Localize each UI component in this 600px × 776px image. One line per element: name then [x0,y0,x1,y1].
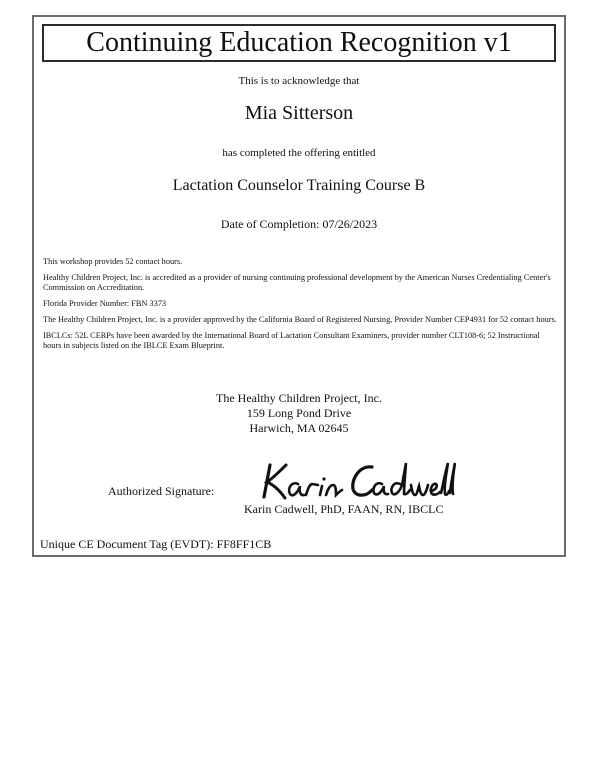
acknowledge-text: This is to acknowledge that [238,75,360,87]
completed-text: has completed the offering entitled [222,147,376,159]
provider-address [34,391,564,436]
handwritten-signature [256,457,456,503]
recipient-name: Mia Sitterson [244,102,354,124]
provider-street: 159 Long Pond Drive [246,406,352,420]
california-brn-statement: The Healthy Children Project, Inc. is a provider approved by the California Board of Registered Nursing, Provider Number CEP4931 for 52 contact hours. [43,315,557,324]
certificate-title: Continuing Education Recognition v1 [86,27,512,58]
certificate-frame [32,15,566,557]
iblce-cerps-statement: IBCLCs: 52L CERPs have been awarded by the International Board of Lactation Consultant Examiners, provider number CLT108-6; 52 Instructional hours in subjects listed on the IBLCE Exam Blueprint. [43,331,540,350]
signature-label: Authorized Signature: [108,484,215,498]
course-title: Lactation Counselor Training Course B [172,177,426,194]
contact-hours-statement: This workshop provides 52 contact hours. [43,257,183,266]
ancc-accreditation-statement: Healthy Children Project, Inc. is accredited as a provider of nursing continuing professional development by the American Nurses Credentialing Center's Commission on Accreditation. [43,273,551,292]
document-tag: Unique CE Document Tag (EVDT): FF8FF1CB [40,537,272,551]
provider-city: Harwich, MA 02645 [249,421,349,435]
accreditation-fine-print [43,257,558,357]
signer-name: Karin Cadwell, PhD, FAAN, RN, IBCLC [244,502,444,516]
completion-date: Date of Completion: 07/26/2023 [220,217,378,231]
title-box [42,24,556,62]
provider-name: The Healthy Children Project, Inc. [216,391,382,405]
florida-provider-number: Florida Provider Number: FBN 3373 [43,299,167,308]
